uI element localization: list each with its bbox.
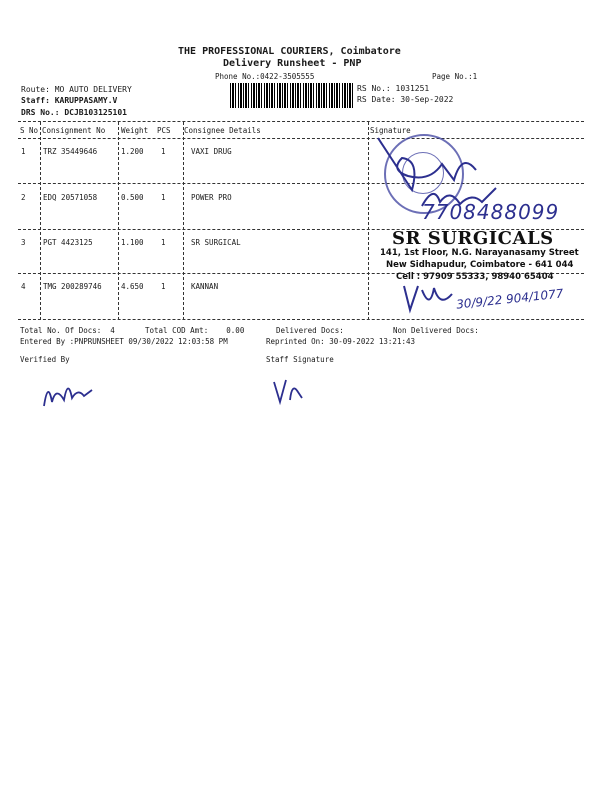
row-2-sno: 2: [21, 193, 26, 202]
delivered-docs: Delivered Docs:: [276, 326, 344, 335]
row-4-weight: 4.650: [121, 282, 144, 291]
col-header-sno: S No: [20, 126, 39, 135]
non-delivered-docs: Non Delivered Docs:: [393, 326, 479, 335]
route: Route: MO AUTO DELIVERY: [21, 85, 132, 94]
col-header-weight: Weight: [121, 126, 149, 135]
row-2-consignment: EDQ 20571058: [43, 193, 98, 202]
col-separator: [118, 122, 119, 320]
drs-number: DRS No.: DCJB103125101: [21, 108, 127, 117]
row-1-pcs: 1: [161, 147, 166, 156]
row-1-consignee: VAXI DRUG: [191, 147, 232, 156]
staff-signature-label: Staff Signature: [266, 355, 334, 364]
header-rule: [18, 138, 584, 139]
row-3-consignment: PGT 4423125: [43, 238, 93, 247]
verified-by-label: Verified By: [20, 355, 70, 364]
staff-name: Staff: KARUPPASAMY.V: [21, 96, 118, 105]
row-3-weight: 1.100: [121, 238, 144, 247]
row-4-consignee: KANNAN: [191, 282, 219, 291]
row-3-pcs: 1: [161, 238, 166, 247]
col-separator: [40, 122, 41, 320]
col-header-signature: Signature: [370, 126, 411, 135]
row-4-pcs: 1: [161, 282, 166, 291]
row-2-consignee: POWER PRO: [191, 193, 232, 202]
page-number: Page No.:1: [432, 72, 478, 81]
barcode: [230, 83, 354, 108]
stamp-company-name: SR SURGICALS: [392, 228, 554, 249]
staff-signature-mark: [270, 374, 306, 408]
runsheet-title: Delivery Runsheet - PNP: [223, 58, 362, 69]
row-1-sno: 1: [21, 147, 26, 156]
row-3-consignee: SR SURGICAL: [191, 238, 241, 247]
phone-number: Phone No.:0422-3505555: [215, 72, 315, 81]
row-3-sno: 3: [21, 238, 26, 247]
signature-row-2: [420, 182, 500, 210]
col-separator: [368, 122, 369, 320]
col-header-pcs: PCS: [157, 126, 171, 135]
col-header-consignment: Consignment No: [42, 126, 106, 135]
handwritten-phone: 7708488099: [422, 200, 560, 224]
row-2-pcs: 1: [161, 193, 166, 202]
verified-by-signature: [38, 372, 98, 412]
row-1-consignment: TRZ 35449646: [43, 147, 98, 156]
row-4-consignment: TMG 200289746: [43, 282, 102, 291]
company-title: THE PROFESSIONAL COURIERS, Coimbatore: [178, 46, 401, 57]
table-bottom-rule: [18, 319, 584, 320]
rs-number: RS No.: 1031251: [357, 84, 430, 93]
total-cod: Total COD Amt: 0.00: [145, 326, 245, 335]
handwritten-note: 30/9/22 904/1077: [455, 286, 564, 312]
entered-by: Entered By :PNPRUNSHEET 09/30/2022 12:03:58 PM: [20, 337, 228, 346]
stamp-phone-line: Cell : 97909 55333, 98940 65404: [396, 272, 554, 282]
row-2-weight: 0.500: [121, 193, 144, 202]
table-top-rule: [18, 121, 584, 122]
stamp-address-line-1: 141, 1st Floor, N.G. Narayanasamy Street: [380, 248, 579, 258]
row-1-weight: 1.200: [121, 147, 144, 156]
reprinted-on: Reprinted On: 30-09-2022 13:21:43: [266, 337, 416, 346]
total-docs: Total No. Of Docs: 4: [20, 326, 115, 335]
row-4-sno: 4: [21, 282, 26, 291]
col-separator: [183, 122, 184, 320]
rs-date: RS Date: 30-Sep-2022: [357, 95, 454, 104]
stamp-address-line-2: New Sidhapudur, Coimbatore - 641 044: [386, 260, 574, 270]
signature-row-4: [400, 280, 460, 314]
col-header-consignee: Consignee Details: [184, 126, 261, 135]
